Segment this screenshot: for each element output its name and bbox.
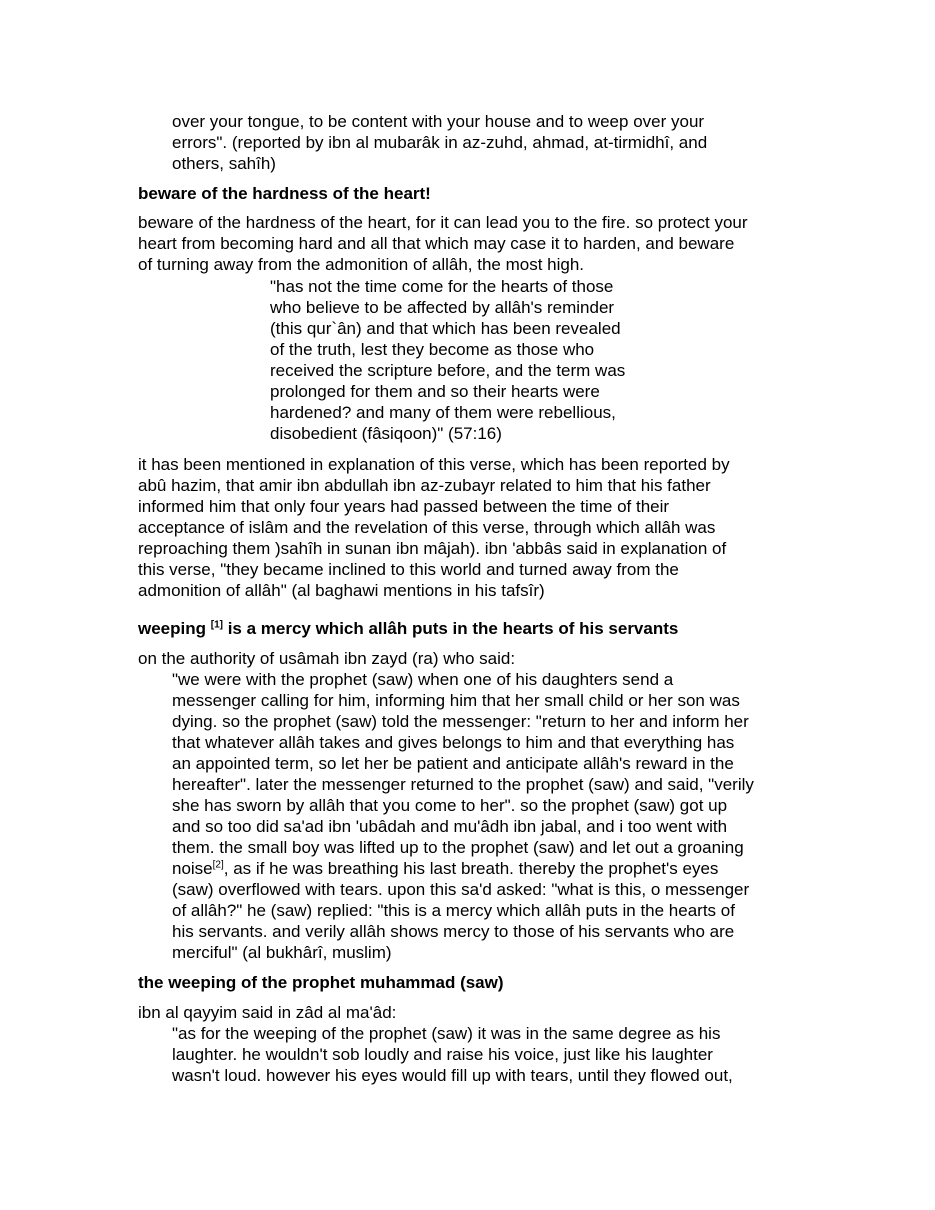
heading-text: is a mercy which allâh puts in the hearts of his servants (222, 619, 679, 638)
quote-line: she has sworn by allâh that you come to her". so the prophet (saw) got up (172, 796, 728, 815)
quote-line: laughter. he wouldn't sob loudly and raise his voice, just like his laughter (172, 1045, 713, 1064)
quote-line: others, sahîh) (172, 154, 276, 173)
paragraph-line: of turning away from the admonition of allâh, the most high. (138, 255, 585, 274)
quote-line: of allâh?" he (saw) replied: "this is a mercy which allâh puts in the hearts of (172, 901, 735, 920)
quote-line: "we were with the prophet (saw) when one of his daughters send a (172, 670, 674, 689)
quote-continuation (172, 111, 812, 174)
quote-line: that whatever allâh takes and gives belongs to him and that everything has (172, 733, 735, 752)
paragraph-line: admonition of allâh" (al baghawi mentions in his tafsîr) (138, 581, 545, 600)
quote-line: over your tongue, to be content with your house and to weep over your (172, 112, 705, 131)
verse-line: of the truth, lest they become as those who (270, 340, 595, 359)
paragraph-ibn-qayyim-intro: ibn al qayyim said in zâd al ma'âd: (138, 1003, 397, 1022)
paragraph-line: reproaching them )sahîh in sunan ibn mâjah). ibn 'abbâs said in explanation of (138, 539, 727, 558)
quote-line: dying. so the prophet (saw) told the messenger: "return to her and inform her (172, 712, 749, 731)
paragraph-hardness (138, 212, 828, 275)
verse-line: hardened? and many of them were rebellious, (270, 403, 616, 422)
verse-line: received the scripture before, and the term was (270, 361, 626, 380)
quote-line: hereafter". later the messenger returned to the prophet (saw) and said, "verily (172, 775, 754, 794)
paragraph-line: informed him that only four years had passed between the time of their (138, 497, 670, 516)
paragraph-line: acceptance of islâm and the revelation of this verse, through which allâh was (138, 518, 716, 537)
verse-line: disobedient (fâsiqoon)" (57:16) (270, 424, 502, 443)
hadith-quote (172, 669, 822, 963)
quote-line: an appointed term, so let her be patient and anticipate allâh's reward in the (172, 754, 734, 773)
paragraph-narration-intro: on the authority of usâmah ibn zayd (ra) who said: (138, 649, 516, 668)
paragraph-line: this verse, "they became inclined to this world and turned away from the (138, 560, 679, 579)
footnote-reference[interactable]: [1] (210, 619, 223, 631)
quote-line: "as for the weeping of the prophet (saw) it was in the same degree as his (172, 1024, 721, 1043)
paragraph-verse-explanation (138, 454, 828, 601)
quote-text: noise (172, 859, 213, 878)
section-heading-hardness: beware of the hardness of the heart! (138, 184, 431, 203)
paragraph-line: heart from becoming hard and all that which may case it to harden, and beware (138, 234, 735, 253)
quote-line: them. the small boy was lifted up to the prophet (saw) and let out a groaning (172, 838, 744, 857)
quran-verse-quote (270, 276, 690, 444)
quote-line (172, 858, 822, 879)
quote-text: , as if he was breathing his last breath. thereby the prophet's eyes (223, 859, 719, 878)
quote-line: his servants. and verily allâh shows mercy to those of his servants who are (172, 922, 735, 941)
verse-line: (this qur`ân) and that which has been revealed (270, 319, 621, 338)
quote-line: (saw) overflowed with tears. upon this sa'd asked: "what is this, o messenger (172, 880, 750, 899)
quote-line: and so too did sa'ad ibn 'ubâdah and mu'âdh ibn jabal, and i too went with (172, 817, 728, 836)
verse-line: who believe to be affected by allâh's reminder (270, 298, 615, 317)
quote-line: wasn't loud. however his eyes would fill up with tears, until they flowed out, (172, 1066, 733, 1085)
section-heading-weeping-mercy (138, 618, 838, 639)
paragraph-line: abû hazim, that amir ibn abdullah ibn az-zubayr related to him that his father (138, 476, 711, 495)
quote-line: errors". (reported by ibn al mubarâk in az-zuhd, ahmad, at-tirmidhî, and (172, 133, 708, 152)
quote-line: merciful" (al bukhârî, muslim) (172, 943, 392, 962)
ibn-qayyim-quote (172, 1023, 812, 1086)
verse-line: "has not the time come for the hearts of those (270, 277, 614, 296)
footnote-reference[interactable]: [2] (212, 859, 224, 871)
quote-line: messenger calling for him, informing him that her small child or her son was (172, 691, 740, 710)
paragraph-line: beware of the hardness of the heart, for it can lead you to the fire. so protect your (138, 213, 748, 232)
heading-text: weeping (138, 619, 211, 638)
section-heading-prophet-weeping: the weeping of the prophet muhammad (saw) (138, 973, 504, 992)
paragraph-line: it has been mentioned in explanation of this verse, which has been reported by (138, 455, 730, 474)
verse-line: prolonged for them and so their hearts were (270, 382, 600, 401)
